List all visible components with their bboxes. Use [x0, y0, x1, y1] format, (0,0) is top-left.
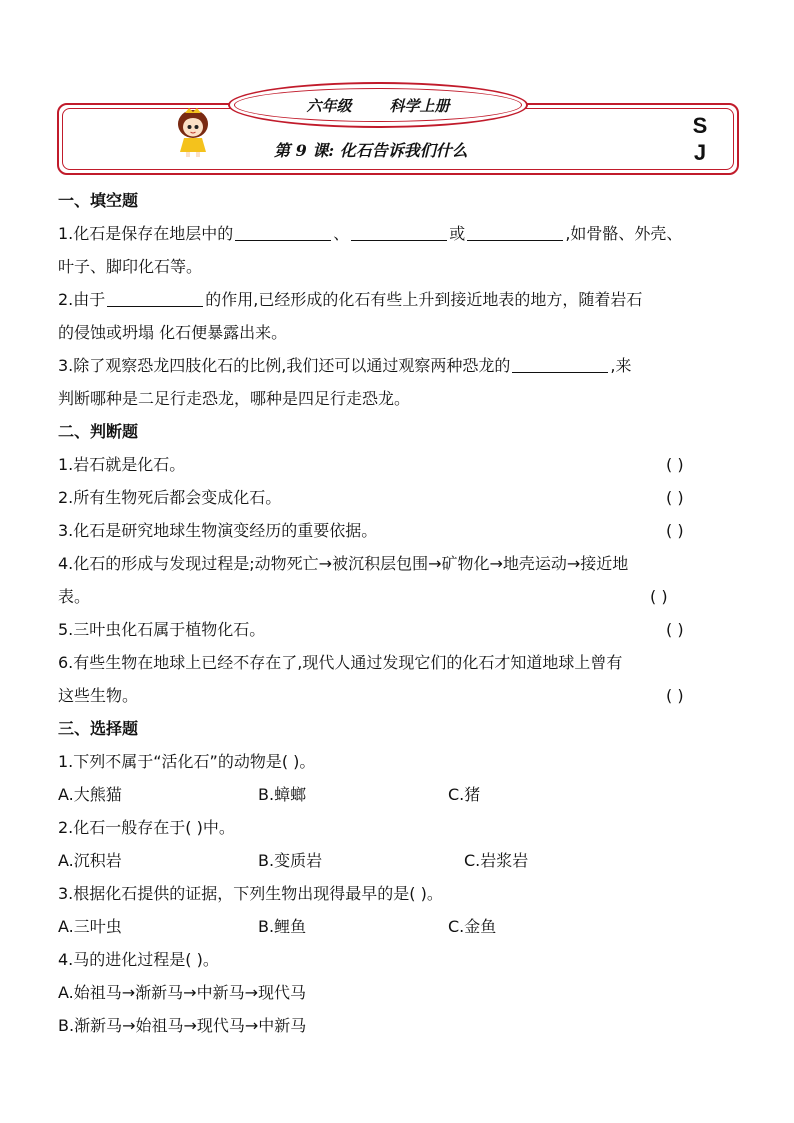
choice-q1-option-a[interactable]: A.大熊猫 [58, 785, 122, 804]
fill-q2-tail: 的作用,已经形成的化石有些上升到接近地表的地方，随着岩石 [205, 290, 643, 309]
fill-q1-blank-1[interactable] [235, 222, 331, 241]
book-label: 科学上册 [389, 96, 450, 115]
choice-q3-option-a[interactable]: A.三叶虫 [58, 917, 122, 936]
choice-q3-stem: 3.根据化石提供的证据，下列生物出现得最早的是( )。 [58, 884, 443, 903]
judge-q4-line1: 4.化石的形成与发现过程是;动物死亡→被沉积层包围→矿物化→地壳运动→接近地 [58, 554, 629, 573]
choice-q4-option-a[interactable]: A.始祖马→渐新马→中新马→现代马 [58, 983, 306, 1002]
judge-q3-answer[interactable]: ( ) [666, 521, 684, 540]
fill-q1-sep1: 、 [333, 224, 350, 243]
judge-q3-text: 3.化石是研究地球生物演变经历的重要依据。 [58, 521, 378, 540]
choice-q1-stem: 1.下列不属于“活化石”的动物是( )。 [58, 752, 316, 771]
judge-q6-answer[interactable]: ( ) [666, 686, 684, 705]
judge-q2 [58, 481, 744, 514]
judge-q2-text: 2.所有生物死后都会变成化石。 [58, 488, 282, 507]
grade-banner [228, 82, 528, 128]
choice-q2-option-a[interactable]: A.沉积岩 [58, 851, 122, 870]
choice-q1-options [58, 778, 744, 811]
fill-q1-blank-3[interactable] [467, 222, 563, 241]
choice-q1-option-b[interactable]: B.蟑螂 [258, 785, 307, 804]
section-title-choice: 三、选择题 [58, 719, 139, 738]
section-title-judge: 二、判断题 [58, 422, 139, 441]
judge-q5-answer[interactable]: ( ) [666, 620, 684, 639]
grade-label: 六年级 [306, 96, 352, 115]
choice-q1-option-c[interactable]: C.猪 [448, 785, 481, 804]
judge-q1 [58, 448, 744, 481]
judge-q4-text: 表。 [58, 587, 91, 606]
fill-q1-blank-2[interactable] [351, 222, 447, 241]
choice-q2-stem: 2.化石一般存在于( )中。 [58, 818, 235, 837]
judge-q5 [58, 613, 744, 646]
judge-q1-answer[interactable]: ( ) [666, 455, 684, 474]
judge-q5-text: 5.三叶虫化石属于植物化石。 [58, 620, 266, 639]
fill-q2-text: 2.由于 [58, 290, 106, 309]
judge-q2-answer[interactable]: ( ) [666, 488, 684, 507]
choice-q3-options [58, 910, 744, 943]
choice-q3-option-c[interactable]: C.金鱼 [448, 917, 497, 936]
choice-q2-options [58, 844, 744, 877]
lesson-title: 第 9 课: 化石告诉我们什么 [274, 141, 468, 160]
judge-q1-text: 1.岩石就是化石。 [58, 455, 186, 474]
judge-q3 [58, 514, 744, 547]
fill-q1-line2: 叶子、脚印化石等。 [58, 257, 203, 276]
worksheet-body [58, 184, 744, 1042]
choice-q2-option-b[interactable]: B.变质岩 [258, 851, 323, 870]
fill-q2-line2: 的侵蚀或坍塌 化石便暴露出来。 [58, 323, 288, 342]
section-title-fill: 一、填空题 [58, 191, 139, 210]
fill-q3-blank[interactable] [512, 354, 608, 373]
fill-q1-line1 [58, 217, 744, 250]
edition-letter-s: S [692, 113, 708, 138]
choice-q4-option-b[interactable]: B.渐新马→始祖马→现代马→中新马 [58, 1016, 307, 1035]
edition-letters [688, 112, 712, 166]
fill-q1-text: 1.化石是保存在地层中的 [58, 224, 234, 243]
choice-q2-option-c[interactable]: C.岩浆岩 [464, 851, 529, 870]
edition-letter-j: J [693, 140, 707, 165]
fill-q1-sep2: 或 [449, 224, 466, 243]
fill-q3-tail: ,来 [610, 356, 632, 375]
fill-q2-line1 [58, 283, 744, 316]
choice-q4-stem: 4.马的进化过程是( )。 [58, 950, 219, 969]
judge-q4-answer[interactable]: ( ) [650, 587, 668, 606]
fill-q1-tail: ,如骨骼、外壳、 [565, 224, 683, 243]
judge-q6-line1: 6.有些生物在地球上已经不存在了,现代人通过发现它们的化石才知道地球上曾有 [58, 653, 623, 672]
judge-q6-text: 这些生物。 [58, 686, 139, 705]
cartoon-girl-mascot-icon [172, 108, 214, 158]
fill-q3-text: 3.除了观察恐龙四肢化石的比例,我们还可以通过观察两种恐龙的 [58, 356, 511, 375]
judge-q4-line2 [58, 580, 744, 613]
fill-q2-blank[interactable] [107, 288, 203, 307]
fill-q3-line2: 判断哪种是二足行走恐龙，哪种是四足行走恐龙。 [58, 389, 411, 408]
judge-q6-line2 [58, 679, 744, 712]
choice-q3-option-b[interactable]: B.鲤鱼 [258, 917, 307, 936]
fill-q3-line1 [58, 349, 744, 382]
